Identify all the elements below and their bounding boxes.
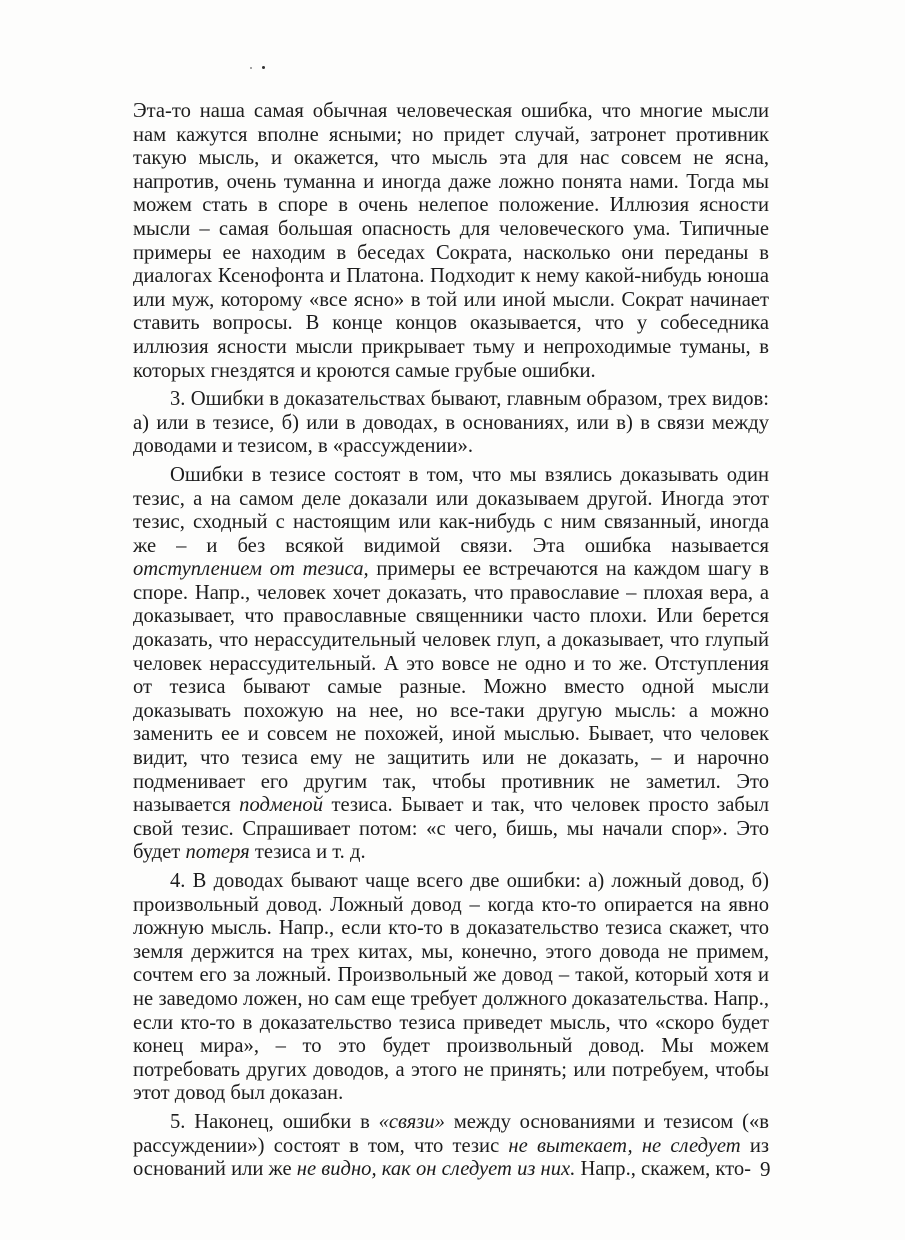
page-number: 9 (760, 1157, 771, 1181)
text-run: Ошибки в тезисе состоят в том, что мы взялись доказывать один тезис, а на самом деле доказали или доказываем другой. Иногда этот тезис, сходный с настоящим или как-нибудь с ним связанный, иногда же – и без всякой видимой связи. Эта ошибка называется (133, 463, 769, 557)
page-body (133, 100, 769, 1182)
text-run: тезиса и т. д. (249, 841, 366, 864)
italic-term-substitution: подменой (239, 794, 324, 817)
scan-speck (262, 66, 265, 69)
text-run: тезиса. Бывает и так, что человек просто забыл свой тезис. Спрашивает потом: «с чего, бишь, мы начали спор». Это будет (133, 794, 769, 864)
paragraph-proof-errors (133, 388, 769, 459)
paragraph-illusion-of-clarity (133, 100, 769, 383)
text-run: примеры ее встречаются на каждом шагу в споре. Напр., человек хочет доказать, что православие – плохая вера, а доказывает, что православные священники часто плохи. Или берется доказать, что нерассудительный человек глуп, а доказывает, что глупый человек нерассудительный. А это вовсе не одно и то же. Отступления от тезиса бывают самые разные. Можно вместо одной мысли доказывать похожую на нее, но все-таки другую мысль: а можно заменить ее и совсем не похожей, иной мыслью. Бывает, что человек видит, что тезиса ему не защитить или не доказать, – и нарочно подменивает его другим так, чтобы противник не заметил. Это называется (133, 558, 769, 817)
italic-term-connection: «связи» (378, 1110, 445, 1133)
text-run: 5. Наконец, ошибки в (170, 1110, 379, 1133)
text-run: Напр., скажем, кто- (575, 1158, 752, 1181)
italic-term-deviation: отступлением от тезиса, (133, 558, 369, 581)
italic-term-does-not-follow: не вытекает, не следует (508, 1134, 741, 1157)
text-run: 4. В доводах бывают чаще всего две ошибки: а) ложный довод, б) произвольный довод. Ложный довод – когда кто-то опирается на явно ложную мысль. Напр., если кто-то в доказательство тезиса скажет, что земля держится на трех китах, мы, конечно, этого довода не примем, сочтем его за ложный. Произвольный же довод – такой, который хотя и не заведомо ложен, но сам еще требует должного доказательства. Напр., если кто-то в доказательство тезиса приведет мысль, что «скоро будет конец мира», – то это будет произвольный довод. Мы можем потребовать других доводов, а этого не принять; или потребуем, чтобы этот довод был доказан. (133, 870, 769, 1105)
paragraph-argument-errors (133, 870, 769, 1106)
italic-term-loss: потеря (185, 841, 250, 864)
text-run: 3. Ошибки в доказательствах бывают, главным образом, трех видов: а) или в тезисе, б) или в доводах, в основаниях, или в) в связи между доводами и тезисом, в «рассуждении». (133, 388, 769, 458)
italic-term-not-visible: не видно, как он следует из них. (296, 1158, 576, 1181)
paragraph-thesis-errors (133, 464, 769, 865)
paragraph-connection-errors (133, 1111, 769, 1182)
scan-speck (250, 67, 252, 69)
text-run: из оснований или же (133, 1134, 770, 1181)
text-run: Эта-то наша самая обычная человеческая ошибка, что многие мысли нам кажутся вполне ясными; но придет случай, затронет противник такую мысль, и окажется, что мысль эта для нас совсем не ясна, напротив, очень туманна и иногда даже ложно понята нами. Тогда мы можем стать в споре в очень нелепое положение. Иллюзия ясности мысли – самая большая опасность для человеческого ума. Типичные примеры ее находим в беседах Сократа, насколько они переданы в диалогах Ксенофонта и Платона. Подходит к нему какой-нибудь юноша или муж, которому «все ясно» в той или иной мысли. Сократ начинает ставить вопросы. В конце концов оказывается, что у собеседника иллюзия ясности мысли прикрывает тьму и непроходимые туманы, в которых гнездятся и кроются самые грубые ошибки. (133, 100, 769, 382)
text-run: между основаниями и тезисом («в рассуждении») состоят в том, что тезис (133, 1110, 769, 1157)
